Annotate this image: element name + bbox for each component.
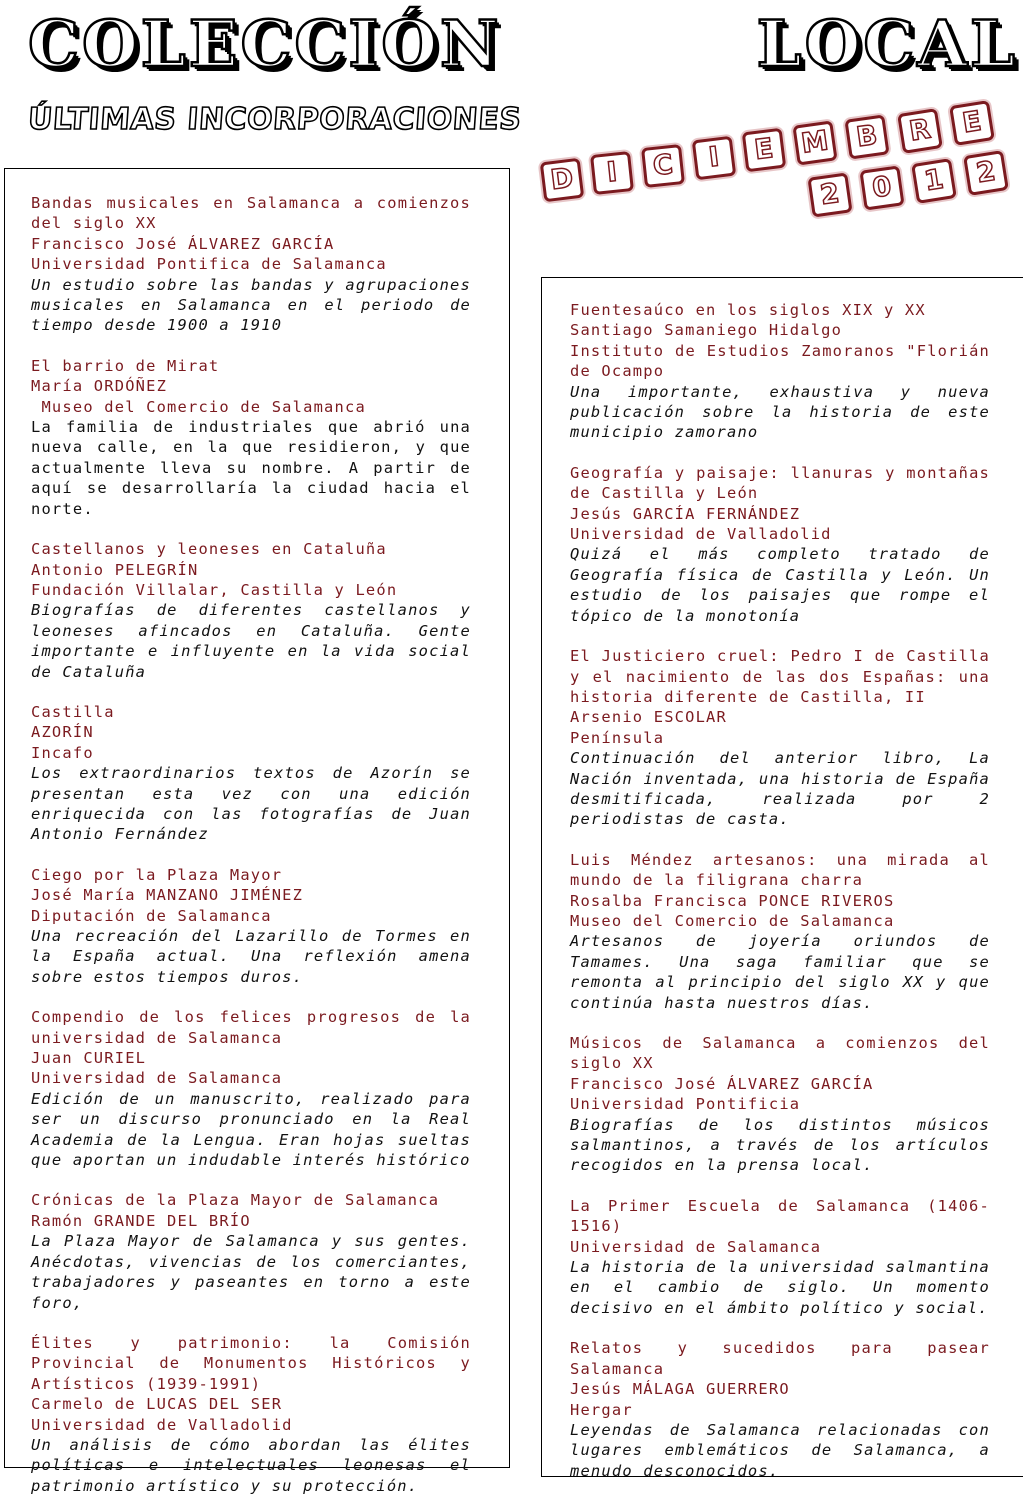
book-description: Continuación del anterior libro, La Nación inventada, una historia de España desmitificada, realizada por 2 periodistas de casta. [570, 749, 990, 829]
book-description: Un análisis de cómo abordan las élites políticas e intelectuales leonesas el patrimonio artístico y su protección. [31, 1435, 471, 1495]
book-description: La historia de la universidad salmantina en el cambio de siglo. Un momento decisivo en el ámbito político y social. [570, 1258, 990, 1317]
book-title: Geografía y paisaje: llanuras y montañas de Castilla y León [570, 463, 990, 503]
book-publisher: Universidad de Valladolid [570, 525, 832, 544]
month-letter-tile: D [540, 158, 585, 203]
book-title: Élites y patrimonio: la Comisión Provincial de Monumentos Históricos y Artísticos (1939-1991) [31, 1333, 471, 1393]
book-title: El barrio de Mirat [31, 356, 220, 375]
month-letter-tile: I [590, 151, 634, 195]
month-letter-tile: B [844, 114, 889, 159]
book-entry [31, 193, 471, 336]
book-author: Ramón GRANDE DEL BRÍO [31, 1211, 251, 1230]
book-author: Juan CURIEL [31, 1049, 147, 1068]
book-entry [31, 539, 471, 682]
month-letter-tile: C [641, 144, 685, 188]
book-title: Fuentesaúco en los siglos XIX y XX [570, 301, 926, 319]
book-author: Rosalba Francisca PONCE RIVEROS [570, 891, 895, 910]
book-entry [570, 463, 990, 626]
book-description: Quizá el más completo tratado de Geografía física de Castilla y León. Un estudio de los paisajes que rompe el tópico de la monotonía [570, 545, 990, 625]
book-title: Castellanos y leoneses en Cataluña [31, 540, 387, 559]
book-description: Biografías de los distintos músicos salmantinos, a través de los artículos recogidos en la prensa local. [570, 1115, 990, 1175]
year-digit-tile: 2 [963, 150, 1009, 196]
book-entry [31, 356, 471, 519]
book-publisher: Museo del Comercio de Salamanca [570, 911, 895, 930]
book-publisher: Península [570, 728, 665, 747]
month-letter-tile: E [742, 128, 787, 173]
book-description: La familia de industriales que abrió una nueva calle, en la que residieron, y que actualmente lleva su nombre. A partir de aquí se desarrollaría la ciudad hacia el norte. [31, 418, 471, 518]
book-description: Los extraordinarios textos de Azorín se presentan esta vez con una edición enriquecida con las fotografías de Juan Antonio Fernández [31, 764, 471, 844]
book-author: Francisco José ÁLVAREZ GARCÍA [570, 1074, 874, 1093]
book-title: Ciego por la Plaza Mayor [31, 865, 283, 884]
book-entry [570, 646, 990, 830]
book-author: Arsenio ESCOLAR [570, 708, 727, 727]
book-description: Artesanos de joyería oriundos de Tamames. Una saga familiar que se remonta al principio del siglo XX y que continúa hasta nuestros días. [570, 932, 990, 1012]
book-author: Francisco José ÁLVAREZ GARCÍA [31, 234, 335, 253]
page-title [28, 7, 1018, 82]
book-author: Carmelo de LUCAS DEL SER [31, 1395, 283, 1414]
book-author: Jesús MÁLAGA GUERRERO [570, 1380, 790, 1399]
book-author: José María MANZANO JIMÉNEZ [31, 886, 304, 905]
title-word-coleccion: COLECCIÓN [28, 7, 502, 82]
book-entry [570, 850, 990, 1013]
page-subtitle: ÚLTIMAS INCORPORACIONES [26, 102, 523, 137]
book-publisher: Fundación Villalar, Castilla y León [31, 580, 398, 599]
book-title: Relatos y sucedidos para pasear Salamanca [570, 1339, 990, 1378]
book-description: Un estudio sobre las bandas y agrupaciones musicales en Salamanca en el periodo de tiempo desde 1900 a 1910 [31, 275, 471, 335]
book-publisher: Universidad Pontifica de Salamanca [31, 255, 387, 274]
book-author: María ORDÓÑEZ [31, 377, 168, 396]
book-entry [570, 1196, 990, 1318]
month-letter-tile: M [792, 120, 837, 165]
book-description: Una importante, exhaustiva y nueva publicación sobre la historia de este municipio zamorano [570, 382, 990, 442]
book-description: Biografías de diferentes castellanos y leoneses afincados en Cataluña. Gente importante e influyente en la vida social de Cataluña [31, 601, 471, 681]
book-entry [31, 1190, 471, 1312]
book-publisher: Museo del Comercio de Salamanca [31, 397, 366, 416]
year-digit-tile: 2 [807, 172, 852, 217]
book-description: Leyendas de Salamanca relacionadas con lugares emblemáticos de Salamanca, a menudo desconocidos. [570, 1420, 990, 1480]
book-publisher: Diputación de Salamanca [31, 906, 272, 925]
book-description: La Plaza Mayor de Salamanca y sus gentes. Anécdotas, vivencias de los comerciantes, trabajadores y paseantes en torno a este foro, [31, 1232, 471, 1312]
book-author: Jesús GARCÍA FERNÁNDEZ [570, 504, 801, 523]
book-entry [31, 1333, 471, 1496]
book-title: El Justiciero cruel: Pedro I de Castilla y el nacimiento de las dos Españas: una historia diferente de Castilla, II [570, 647, 990, 706]
book-title: Crónicas de la Plaza Mayor de Salamanca [31, 1191, 440, 1210]
book-entry [31, 1007, 471, 1170]
book-publisher: Universidad de Salamanca [31, 1069, 283, 1088]
book-publisher: Universidad de Valladolid [31, 1415, 293, 1434]
book-description: Una recreación del Lazarillo de Tormes en la España actual. Una reflexión amena sobre estos tiempos duros. [31, 927, 471, 986]
book-title: Compendio de los felices progresos de la universidad de Salamanca [31, 1008, 471, 1047]
book-entry [31, 865, 471, 987]
book-publisher: Universidad Pontificia [570, 1095, 801, 1114]
book-publisher: Incafo [31, 743, 94, 762]
title-word-local: LOCAL [756, 7, 1018, 82]
book-description: Edición de un manuscrito, realizado para ser un discurso pronunciado en la Real Academia de la Lengua. Eran hojas sueltas que aportan un indudable interés histórico [31, 1089, 471, 1170]
year-digit-tile: 1 [911, 158, 957, 204]
book-title: Castilla [31, 702, 115, 721]
book-entry [570, 1033, 990, 1176]
month-letter-tile: I [692, 136, 737, 181]
book-title: La Primer Escuela de Salamanca (1406-1516) [570, 1196, 990, 1236]
left-column [4, 168, 510, 1495]
book-title: Bandas musicales en Salamanca a comienzos del siglo XX [31, 194, 471, 233]
right-column [541, 277, 1023, 1480]
book-entry [570, 300, 990, 443]
book-title: Luis Méndez artesanos: una mirada al mundo de la filigrana charra [570, 850, 990, 890]
book-publisher: Instituto de Estudios Zamoranos "Florián de Ocampo [570, 341, 990, 381]
book-author: Antonio PELEGRÍN [31, 560, 199, 579]
book-title: Músicos de Salamanca a comienzos del siglo XX [570, 1034, 990, 1073]
month-letter-tile: R [897, 108, 943, 154]
month-letter-tile: E [949, 100, 995, 146]
year-digit-tile: 0 [859, 165, 904, 210]
book-author: Santiago Samaniego Hidalgo [570, 321, 843, 340]
book-author: Universidad de Salamanca [570, 1237, 822, 1256]
book-author: AZORÍN [31, 723, 94, 742]
book-entry [570, 1338, 990, 1481]
book-entry [31, 702, 471, 845]
book-publisher: Hergar [570, 1400, 633, 1419]
